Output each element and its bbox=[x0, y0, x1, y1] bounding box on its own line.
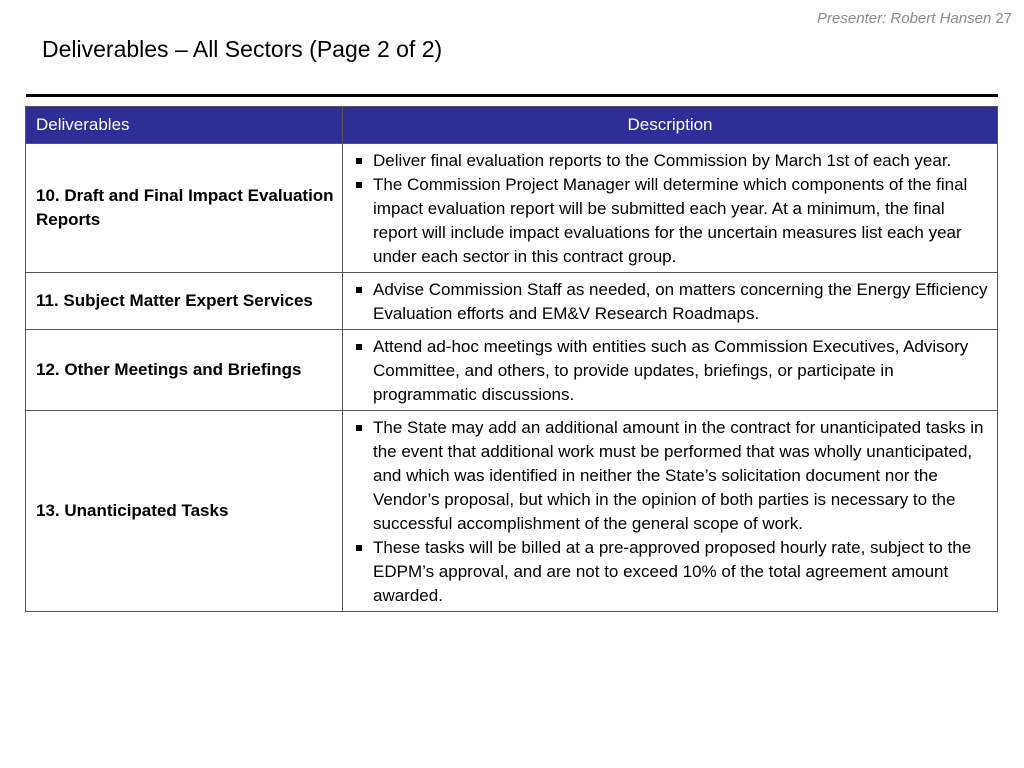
deliverable-cell: 10. Draft and Final Impact Evaluation Reports bbox=[26, 144, 343, 273]
description-cell bbox=[343, 411, 998, 612]
title-divider bbox=[26, 94, 998, 97]
description-cell bbox=[343, 330, 998, 411]
deliverable-cell: 11. Subject Matter Expert Services bbox=[26, 273, 343, 330]
presenter-credit bbox=[817, 10, 1012, 27]
description-bullet-list bbox=[353, 416, 989, 608]
description-bullet: These tasks will be billed at a pre-approved proposed hourly rate, subject to the EDPM’s approval, and are not to exceed 10% of the total agreement amount awarded. bbox=[353, 536, 989, 608]
page-number: 27 bbox=[995, 10, 1012, 27]
description-bullet: Attend ad-hoc meetings with entities such as Commission Executives, Advisory Committee, and others, to provide updates, briefings, or participate in programmatic discussions. bbox=[353, 335, 989, 407]
column-header-deliverables: Deliverables bbox=[26, 107, 343, 144]
table-body bbox=[26, 144, 998, 612]
table-row bbox=[26, 330, 998, 411]
deliverables-table bbox=[25, 106, 998, 612]
description-bullet-list bbox=[353, 278, 989, 326]
description-bullet: Deliver final evaluation reports to the Commission by March 1st of each year. bbox=[353, 149, 989, 173]
column-header-description: Description bbox=[343, 107, 998, 144]
description-bullet-list bbox=[353, 149, 989, 269]
table-header-row bbox=[26, 107, 998, 144]
description-bullet: Advise Commission Staff as needed, on matters concerning the Energy Efficiency Evaluation efforts and EM&V Research Roadmaps. bbox=[353, 278, 989, 326]
table-row bbox=[26, 411, 998, 612]
table-row bbox=[26, 144, 998, 273]
deliverable-cell: 13. Unanticipated Tasks bbox=[26, 411, 343, 612]
description-bullet-list bbox=[353, 335, 989, 407]
deliverable-cell: 12. Other Meetings and Briefings bbox=[26, 330, 343, 411]
slide-title: Deliverables – All Sectors (Page 2 of 2) bbox=[42, 36, 443, 62]
description-cell bbox=[343, 144, 998, 273]
description-cell bbox=[343, 273, 998, 330]
presenter-label: Presenter: Robert Hansen bbox=[817, 10, 992, 27]
description-bullet: The State may add an additional amount in the contract for unanticipated tasks in the event that additional work must be performed that was wholly unanticipated, and which was identified in neither the State’s solicitation document nor the Vendor’s proposal, but which in the opinion of both parties is necessary to the successful accomplishment of the general scope of work. bbox=[353, 416, 989, 536]
description-bullet: The Commission Project Manager will determine which components of the final impact evaluation report will be submitted each year. At a minimum, the final report will include impact evaluations for the uncertain measures list each year under each sector in this contract group. bbox=[353, 173, 989, 269]
table-row bbox=[26, 273, 998, 330]
